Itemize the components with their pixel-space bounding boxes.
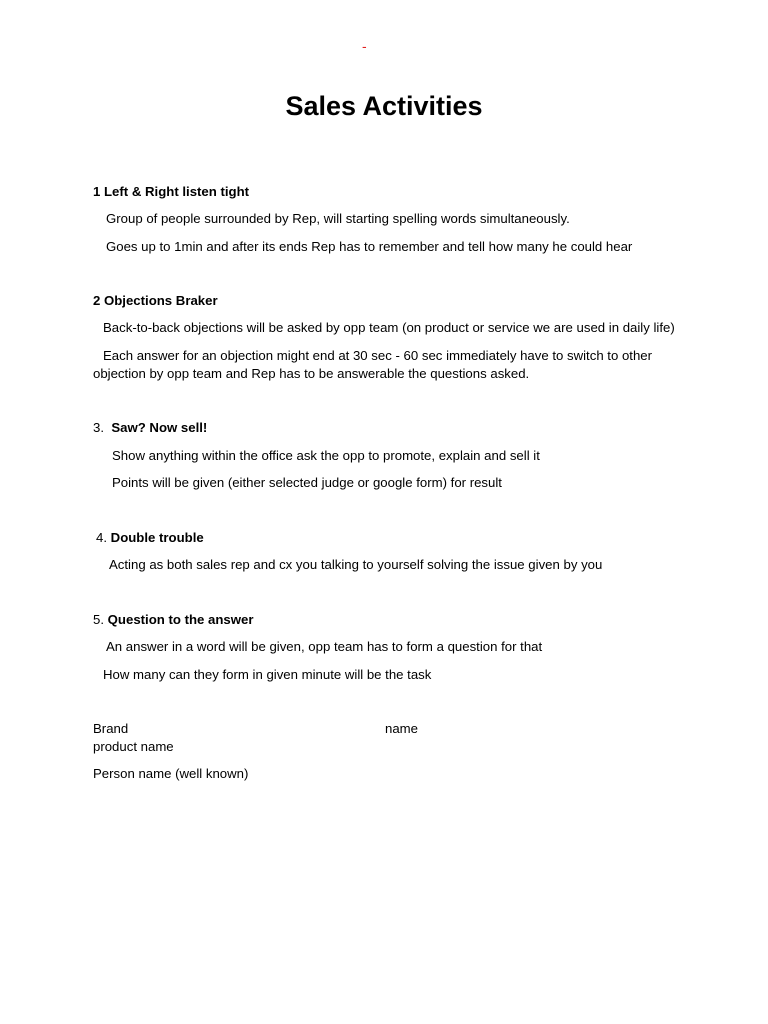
section-2-heading: 2 Objections Braker	[93, 293, 218, 308]
name-label: name	[385, 721, 418, 736]
section-4-number: 4.	[96, 530, 107, 545]
section-5-line-1: An answer in a word will be given, opp team has to form a question for that	[106, 639, 543, 654]
section-4-heading: Double trouble	[110, 530, 204, 545]
section-5-number: 5.	[93, 612, 104, 627]
section-1-line-1: Group of people surrounded by Rep, will starting spelling words simultaneously.	[106, 211, 570, 226]
section-3-heading-row	[93, 419, 207, 437]
section-1-line-2: Goes up to 1min and after its ends Rep has to remember and tell how many he could hear	[106, 239, 633, 254]
page-title: Sales Activities	[285, 91, 483, 121]
product-name-label: product name	[93, 739, 174, 754]
section-3-line-2: Points will be given (either selected judge or google form) for result	[112, 475, 502, 490]
section-4-line-1: Acting as both sales rep and cx you talking to yourself solving the issue given by you	[109, 557, 603, 572]
red-dash-mark: -	[362, 38, 367, 54]
section-2-line-1: Back-to-back objections will be asked by opp team (on product or service we are used in daily life)	[103, 320, 675, 335]
section-1-heading: 1 Left & Right listen tight	[93, 184, 250, 199]
section-4-heading-row	[96, 529, 204, 547]
brand-label: Brand	[93, 721, 129, 736]
section-3-heading: Saw? Now sell!	[111, 420, 208, 435]
section-3-line-1: Show anything within the office ask the opp to promote, explain and sell it	[112, 448, 540, 463]
person-name-label: Person name (well known)	[93, 766, 249, 781]
section-2-line-2a: Each answer for an objection might end at 30 sec - 60 sec immediately have to switch to other	[103, 348, 653, 363]
section-5-line-2: How many can they form in given minute will be the task	[103, 667, 432, 682]
section-2-line-2b: objection by opp team and Rep has to be answerable the questions asked.	[93, 366, 530, 381]
section-3-number: 3.	[93, 420, 104, 435]
section-5-heading-row	[93, 611, 254, 629]
section-5-heading: Question to the answer	[107, 612, 254, 627]
